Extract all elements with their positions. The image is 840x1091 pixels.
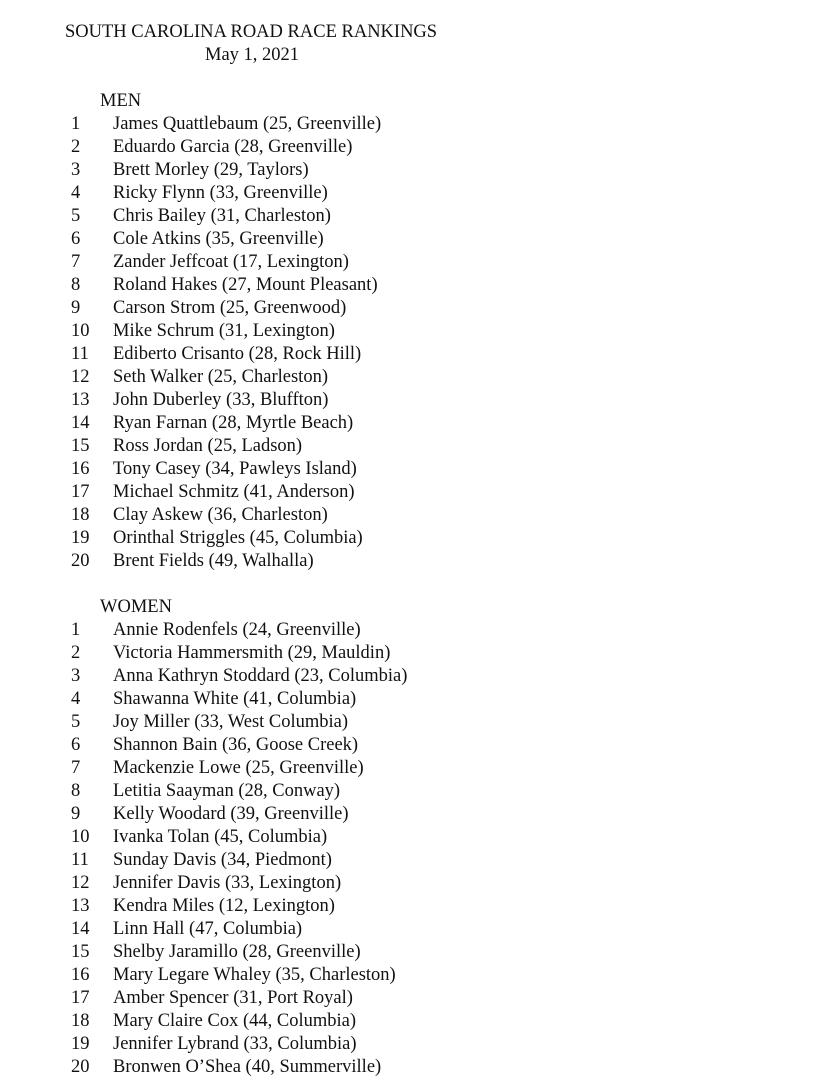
ranking-row [0, 1010, 840, 1033]
ranking-row [0, 366, 840, 389]
ranking-row [0, 159, 840, 182]
runner-entry: John Duberley (33, Bluffton) [113, 390, 329, 410]
ranking-row [0, 1033, 840, 1056]
ranking-row [0, 458, 840, 481]
runner-entry: Shawanna White (41, Columbia) [113, 689, 357, 709]
runner-entry: Victoria Hammersmith (29, Mauldin) [113, 643, 391, 663]
runner-entry: Shannon Bain (36, Goose Creek) [113, 735, 359, 755]
ranking-row [0, 872, 840, 895]
women-heading: WOMEN [100, 597, 172, 617]
runner-entry: Tony Casey (34, Pawleys Island) [113, 459, 357, 479]
ranking-number: 1 [71, 114, 81, 134]
ranking-row [0, 734, 840, 757]
runner-entry: Anna Kathryn Stoddard (23, Columbia) [113, 666, 408, 686]
ranking-row [0, 297, 840, 320]
ranking-number: 6 [71, 735, 81, 755]
ranking-number: 8 [71, 275, 81, 295]
ranking-row [0, 895, 840, 918]
runner-entry: Kendra Miles (12, Lexington) [113, 896, 335, 916]
runner-entry: Zander Jeffcoat (17, Lexington) [113, 252, 349, 272]
ranking-row [0, 642, 840, 665]
ranking-row [0, 1056, 840, 1079]
ranking-number: 1 [71, 620, 81, 640]
ranking-row [0, 918, 840, 941]
ranking-number: 19 [71, 1034, 90, 1054]
ranking-number: 3 [71, 666, 81, 686]
runner-entry: Annie Rodenfels (24, Greenville) [113, 620, 361, 640]
ranking-row [0, 987, 840, 1010]
ranking-number: 12 [71, 367, 90, 387]
ranking-number: 14 [71, 919, 90, 939]
ranking-row [0, 435, 840, 458]
ranking-number: 3 [71, 160, 81, 180]
runner-entry: Brett Morley (29, Taylors) [113, 160, 309, 180]
runner-entry: Brent Fields (49, Walhalla) [113, 551, 314, 571]
runner-entry: Carson Strom (25, Greenwood) [113, 298, 347, 318]
ranking-row [0, 136, 840, 159]
ranking-number: 6 [71, 229, 81, 249]
ranking-number: 2 [71, 137, 81, 157]
runner-entry: Chris Bailey (31, Charleston) [113, 206, 331, 226]
runner-entry: Ediberto Crisanto (28, Rock Hill) [113, 344, 362, 364]
ranking-row [0, 113, 840, 136]
ranking-number: 4 [71, 183, 81, 203]
runner-entry: Letitia Saayman (28, Conway) [113, 781, 341, 801]
document-title: SOUTH CAROLINA ROAD RACE RANKINGS [65, 22, 438, 42]
ranking-row [0, 274, 840, 297]
runner-entry: Ricky Flynn (33, Greenville) [113, 183, 328, 203]
runner-entry: Seth Walker (25, Charleston) [113, 367, 328, 387]
ranking-number: 15 [71, 942, 90, 962]
ranking-number: 13 [71, 390, 90, 410]
ranking-row [0, 665, 840, 688]
runner-entry: Bronwen O’Shea (40, Summerville) [113, 1057, 382, 1077]
runner-entry: Amber Spencer (31, Port Royal) [113, 988, 353, 1008]
ranking-number: 18 [71, 1011, 90, 1031]
runner-entry: Mackenzie Lowe (25, Greenville) [113, 758, 364, 778]
ranking-number: 15 [71, 436, 90, 456]
ranking-row [0, 504, 840, 527]
runner-entry: Kelly Woodard (39, Greenville) [113, 804, 349, 824]
ranking-number: 5 [71, 712, 81, 732]
ranking-number: 16 [71, 459, 90, 479]
runner-entry: Sunday Davis (34, Piedmont) [113, 850, 332, 870]
ranking-number: 5 [71, 206, 81, 226]
ranking-row [0, 389, 840, 412]
ranking-row [0, 343, 840, 366]
ranking-row [0, 826, 840, 849]
document-date: May 1, 2021 [205, 45, 300, 65]
ranking-row [0, 320, 840, 343]
ranking-row [0, 182, 840, 205]
ranking-number: 9 [71, 804, 81, 824]
women-rankings-list [0, 619, 840, 1079]
ranking-number: 12 [71, 873, 90, 893]
runner-entry: Roland Hakes (27, Mount Pleasant) [113, 275, 378, 295]
ranking-row [0, 412, 840, 435]
runner-entry: James Quattlebaum (25, Greenville) [113, 114, 382, 134]
men-rankings-list [0, 113, 840, 573]
ranking-row [0, 205, 840, 228]
ranking-row [0, 803, 840, 826]
runner-entry: Jennifer Davis (33, Lexington) [113, 873, 342, 893]
ranking-number: 20 [71, 551, 90, 571]
ranking-number: 9 [71, 298, 81, 318]
runner-entry: Clay Askew (36, Charleston) [113, 505, 328, 525]
ranking-row [0, 964, 840, 987]
ranking-row [0, 550, 840, 573]
ranking-row [0, 481, 840, 504]
ranking-row [0, 780, 840, 803]
ranking-row [0, 688, 840, 711]
ranking-number: 19 [71, 528, 90, 548]
ranking-row [0, 941, 840, 964]
runner-entry: Eduardo Garcia (28, Greenville) [113, 137, 353, 157]
ranking-row [0, 757, 840, 780]
ranking-number: 11 [71, 344, 89, 364]
ranking-row [0, 228, 840, 251]
ranking-number: 17 [71, 988, 90, 1008]
ranking-number: 16 [71, 965, 90, 985]
ranking-row [0, 849, 840, 872]
runner-entry: Ivanka Tolan (45, Columbia) [113, 827, 328, 847]
ranking-number: 2 [71, 643, 81, 663]
runner-entry: Michael Schmitz (41, Anderson) [113, 482, 355, 502]
runner-entry: Ross Jordan (25, Ladson) [113, 436, 303, 456]
runner-entry: Joy Miller (33, West Columbia) [113, 712, 349, 732]
ranking-number: 13 [71, 896, 90, 916]
ranking-number: 7 [71, 252, 81, 272]
runner-entry: Jennifer Lybrand (33, Columbia) [113, 1034, 357, 1054]
ranking-row [0, 251, 840, 274]
ranking-row [0, 527, 840, 550]
runner-entry: Mary Claire Cox (44, Columbia) [113, 1011, 357, 1031]
runner-entry: Shelby Jaramillo (28, Greenville) [113, 942, 361, 962]
ranking-number: 7 [71, 758, 81, 778]
ranking-number: 14 [71, 413, 90, 433]
runner-entry: Cole Atkins (35, Greenville) [113, 229, 324, 249]
ranking-number: 11 [71, 850, 89, 870]
ranking-number: 10 [71, 321, 90, 341]
ranking-number: 20 [71, 1057, 90, 1077]
runner-entry: Mary Legare Whaley (35, Charleston) [113, 965, 396, 985]
men-heading: MEN [100, 91, 142, 111]
ranking-number: 18 [71, 505, 90, 525]
ranking-number: 17 [71, 482, 90, 502]
runner-entry: Ryan Farnan (28, Myrtle Beach) [113, 413, 354, 433]
ranking-number: 8 [71, 781, 81, 801]
ranking-number: 4 [71, 689, 81, 709]
runner-entry: Linn Hall (47, Columbia) [113, 919, 303, 939]
ranking-row [0, 619, 840, 642]
runner-entry: Mike Schrum (31, Lexington) [113, 321, 335, 341]
ranking-number: 10 [71, 827, 90, 847]
ranking-row [0, 711, 840, 734]
runner-entry: Orinthal Striggles (45, Columbia) [113, 528, 363, 548]
